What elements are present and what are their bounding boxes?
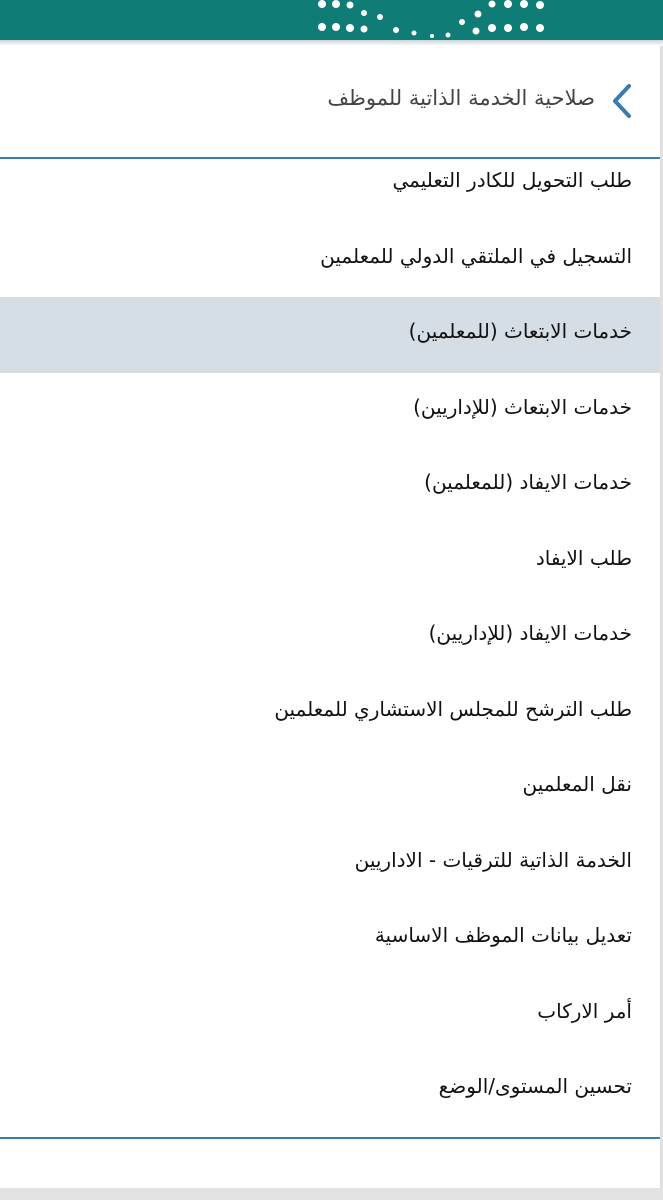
menu-item-label: تعديل بيانات الموظف الاساسية (374, 923, 632, 947)
menu-item-international-forum-registration[interactable] (0, 222, 663, 298)
bottom-bar (0, 1188, 663, 1200)
menu-item-teacher-transfer-request[interactable] (0, 146, 663, 222)
menu-item-label: نقل المعلمين (522, 772, 632, 796)
header-banner (0, 0, 663, 40)
menu-item-delegation-teachers[interactable] (0, 448, 663, 524)
services-menu (0, 146, 663, 1128)
menu-item-label: تحسين المستوى/الوضع (438, 1074, 632, 1098)
menu-item-label: الخدمة الذاتية للترقيات - الاداريين (354, 847, 632, 872)
menu-item-teacher-transfer[interactable] (0, 750, 663, 826)
menu-item-label: خدمات الايفاد (للإداريين) (428, 621, 632, 645)
menu-item-label: خدمات الابتعاث (للمعلمين) (408, 319, 632, 343)
menu-item-edit-employee-data[interactable] (0, 901, 663, 977)
menu-item-label: طلب الترشح للمجلس الاستشاري للمعلمين (274, 696, 632, 721)
menu-item-label: طلب الايفاد (535, 545, 632, 570)
menu-item-label: أمر الاركاب (537, 998, 632, 1023)
menu-item-label: خدمات الايفاد (للمعلمين) (424, 470, 632, 494)
menu-item-delegation-administrators[interactable] (0, 599, 663, 675)
menu-item-level-improvement[interactable] (0, 1052, 663, 1128)
menu-item-delegation-request[interactable] (0, 524, 663, 600)
section-header[interactable] (0, 46, 663, 157)
menu-item-scholarship-teachers[interactable] (0, 297, 663, 373)
ministry-dots-logo-icon (0, 0, 663, 40)
menu-item-promotions-self-service[interactable] (0, 826, 663, 902)
menu-item-boarding-order[interactable] (0, 977, 663, 1053)
menu-item-advisory-council-nomination[interactable] (0, 675, 663, 751)
menu-item-label: طلب التحويل للكادر التعليمي (392, 168, 632, 192)
menu-item-scholarship-administrators[interactable] (0, 373, 663, 449)
chevron-right-icon[interactable] (609, 82, 635, 120)
divider-bottom (0, 1137, 663, 1139)
menu-item-label: التسجيل في الملتقي الدولي للمعلمين (320, 243, 632, 268)
section-title: صلاحية الخدمة الذاتية للموظف (327, 86, 595, 110)
menu-item-label: خدمات الابتعاث (للإداريين) (413, 394, 632, 419)
